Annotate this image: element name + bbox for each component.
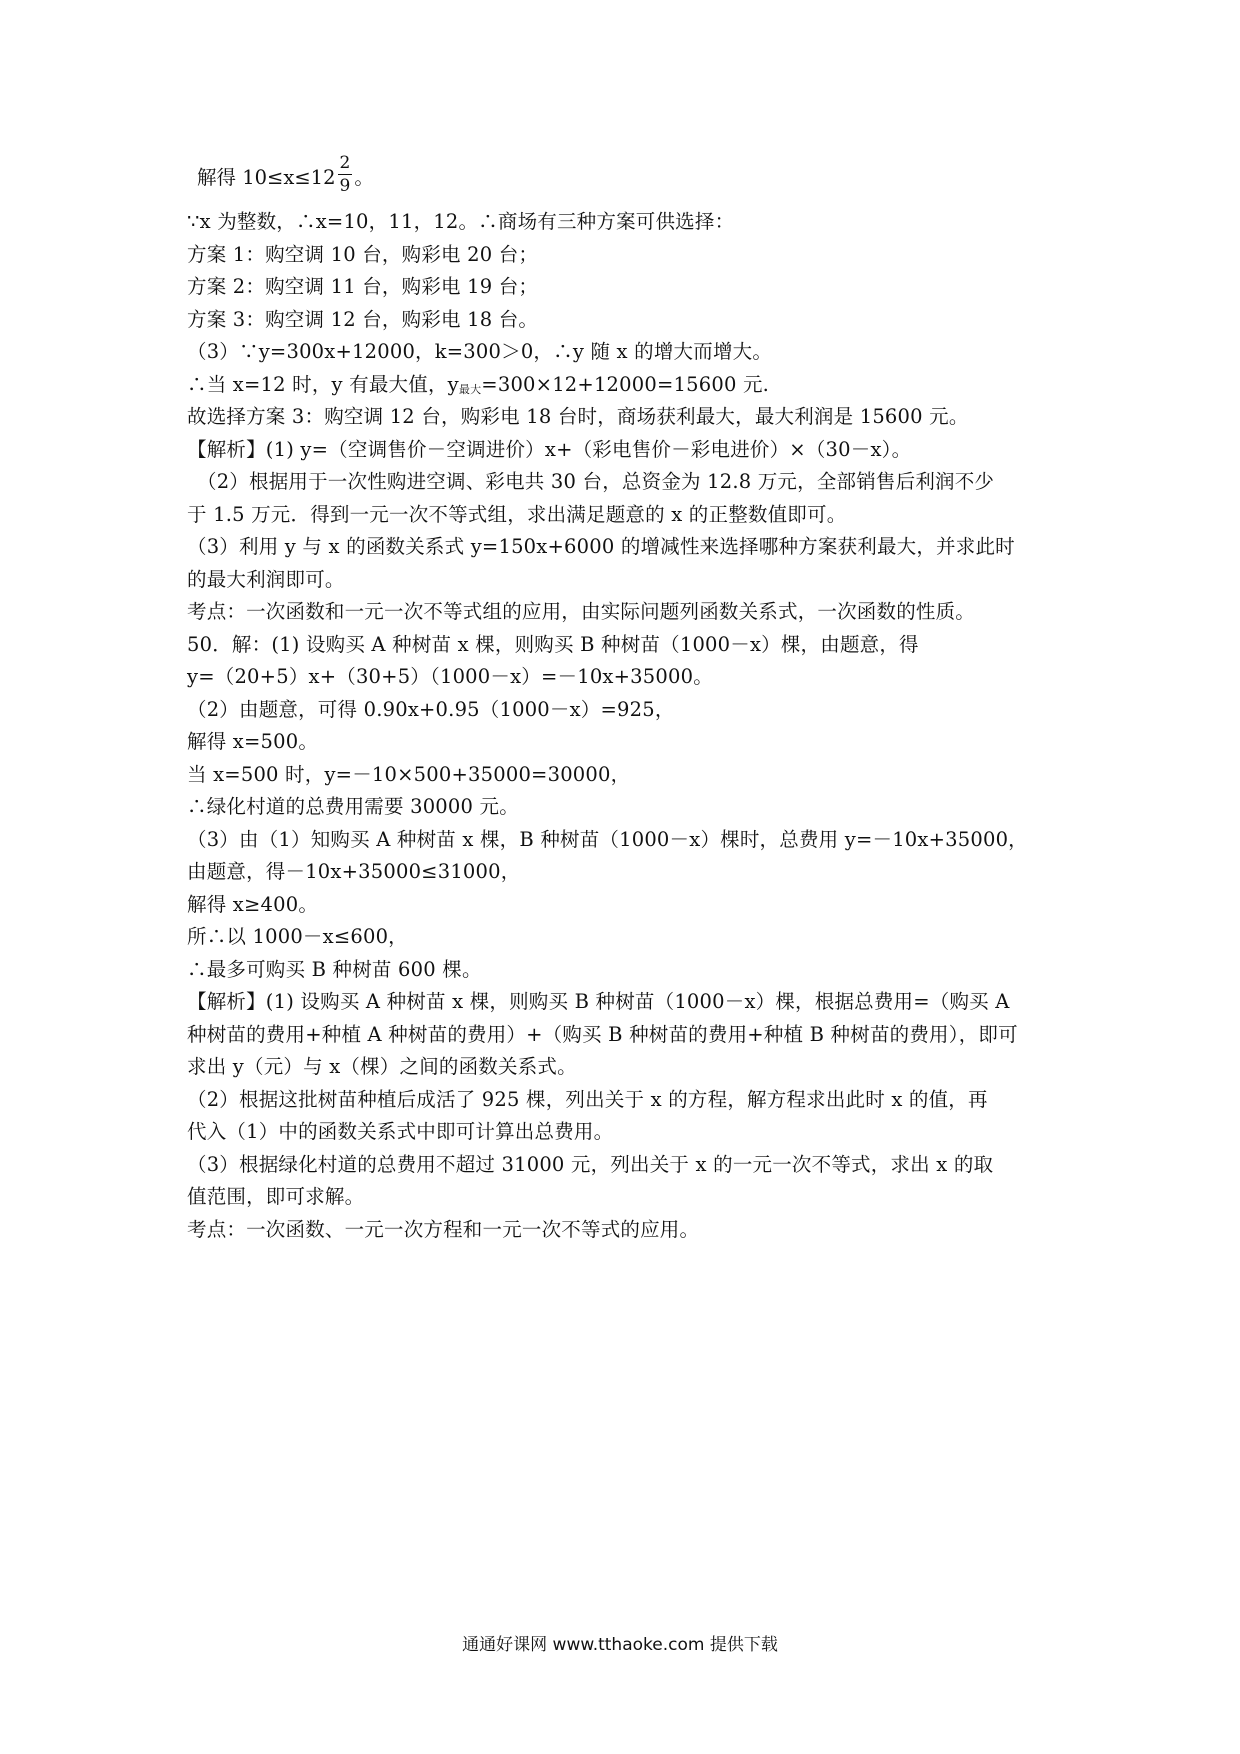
text-line: 代入（1）中的函数关系式中即可计算出总费用。	[187, 1120, 614, 1143]
text-line: 方案 2：购空调 11 台，购彩电 19 台；	[187, 275, 539, 298]
text-line: 求出 y（元）与 x（棵）之间的函数关系式。	[187, 1055, 577, 1078]
max-value-subscript: 最大	[458, 382, 482, 396]
text-line: ∵x 为整数，∴x=10，11，12。∴商场有三种方案可供选择：	[187, 210, 735, 233]
analysis-heading-line: 【解析】(1) 设购买 A 种树苗 x 棵，则购买 B 种树苗（1000－x）棵，根据总费用=（购买 A	[187, 990, 1010, 1013]
fraction-denominator: 9	[339, 176, 351, 196]
text-line: （3）∵y=300x+12000，k=300＞0，∴y 随 x 的增大而增大。	[187, 340, 773, 363]
text-line: （3）由（1）知购买 A 种树苗 x 棵，B 种树苗（1000－x）棵时，总费用 y=－10x+35000，	[187, 827, 1028, 851]
footer-watermark: 通通好课网 www.tthaoke.com 提供下载	[462, 1635, 778, 1655]
max-value-suffix: =300×12+12000=15600 元.	[481, 372, 770, 396]
document-body	[187, 150, 1067, 1246]
key-points-line: 考点：一次函数和一元一次不等式组的应用，由实际问题列函数关系式，一次函数的性质。	[187, 600, 976, 623]
text-line: （3）根据绿化村道的总费用不超过 31000 元，列出关于 x 的一元一次不等式，求出 x 的取	[187, 1152, 994, 1176]
text-line: 由题意，得－10x+35000≤31000，	[187, 860, 521, 883]
text-line: y=（20+5）x+（30+5）（1000－x）=－10x+35000。	[187, 665, 713, 688]
inequality-text: 解得 10≤x≤12	[197, 166, 336, 189]
inequality-suffix: 。	[354, 166, 374, 189]
text-line: 的最大利润即可。	[187, 567, 345, 591]
text-line: 解得 x≥400。	[187, 892, 319, 916]
text-line: 种树苗的费用+种植 A 种树苗的费用）+（购买 B 种树苗的费用+种植 B 种树苗的费用），即可	[187, 1022, 1018, 1046]
solution-inequality-line	[187, 150, 1067, 206]
text-line: ∴绿化村道的总费用需要 30000 元。	[187, 795, 519, 818]
max-value-prefix: ∴当 x=12 时，y 有最大值，y	[187, 372, 459, 396]
text-line: （2）根据用于一次性购进空调、彩电共 30 台，总资金为 12.8 万元，全部销售后利润不少	[197, 470, 995, 493]
text-line: 方案 1：购空调 10 台，购彩电 20 台；	[187, 242, 539, 266]
fraction	[338, 152, 353, 197]
text-line: 于 1.5 万元．得到一元一次不等式组，求出满足题意的 x 的正整数值即可。	[187, 502, 847, 526]
text-line: （2）根据这批树苗种植后成活了 925 棵，列出关于 x 的方程，解方程求出此时 x 的值，再	[187, 1087, 988, 1111]
text-line: （2）由题意，可得 0.90x+0.95（1000－x）=925，	[187, 697, 675, 721]
text-line: ∴最多可购买 B 种树苗 600 棵。	[187, 957, 482, 981]
text-line: 值范围，即可求解。	[187, 1185, 365, 1208]
fraction-numerator: 2	[339, 153, 351, 173]
key-points-line: 考点：一次函数、一元一次方程和一元一次不等式的应用。	[187, 1217, 700, 1241]
text-line: 所∴以 1000－x≤600，	[187, 925, 408, 948]
text-line: 当 x=500 时，y=－10×500+35000=30000，	[187, 762, 631, 786]
analysis-heading-line: 【解析】(1) y=（空调售价－空调进价）x+（彩电售价－彩电进价）×（30－x）。	[187, 437, 912, 461]
text-line: 方案 3：购空调 12 台，购彩电 18 台。	[187, 307, 539, 331]
text-line: 故选择方案 3：购空调 12 台，购彩电 18 台时，商场获利最大，最大利润是 15600 元。	[187, 405, 969, 428]
text-line: 解得 x=500。	[187, 730, 319, 753]
max-value-line	[187, 369, 1067, 402]
problem-50-line: 50．解：(1) 设购买 A 种树苗 x 棵，则购买 B 种树苗（1000－x）棵，由题意，得	[187, 632, 919, 656]
text-line: （3）利用 y 与 x 的函数关系式 y=150x+6000 的增减性来选择哪种方案获利最大，并求此时	[187, 535, 1015, 558]
